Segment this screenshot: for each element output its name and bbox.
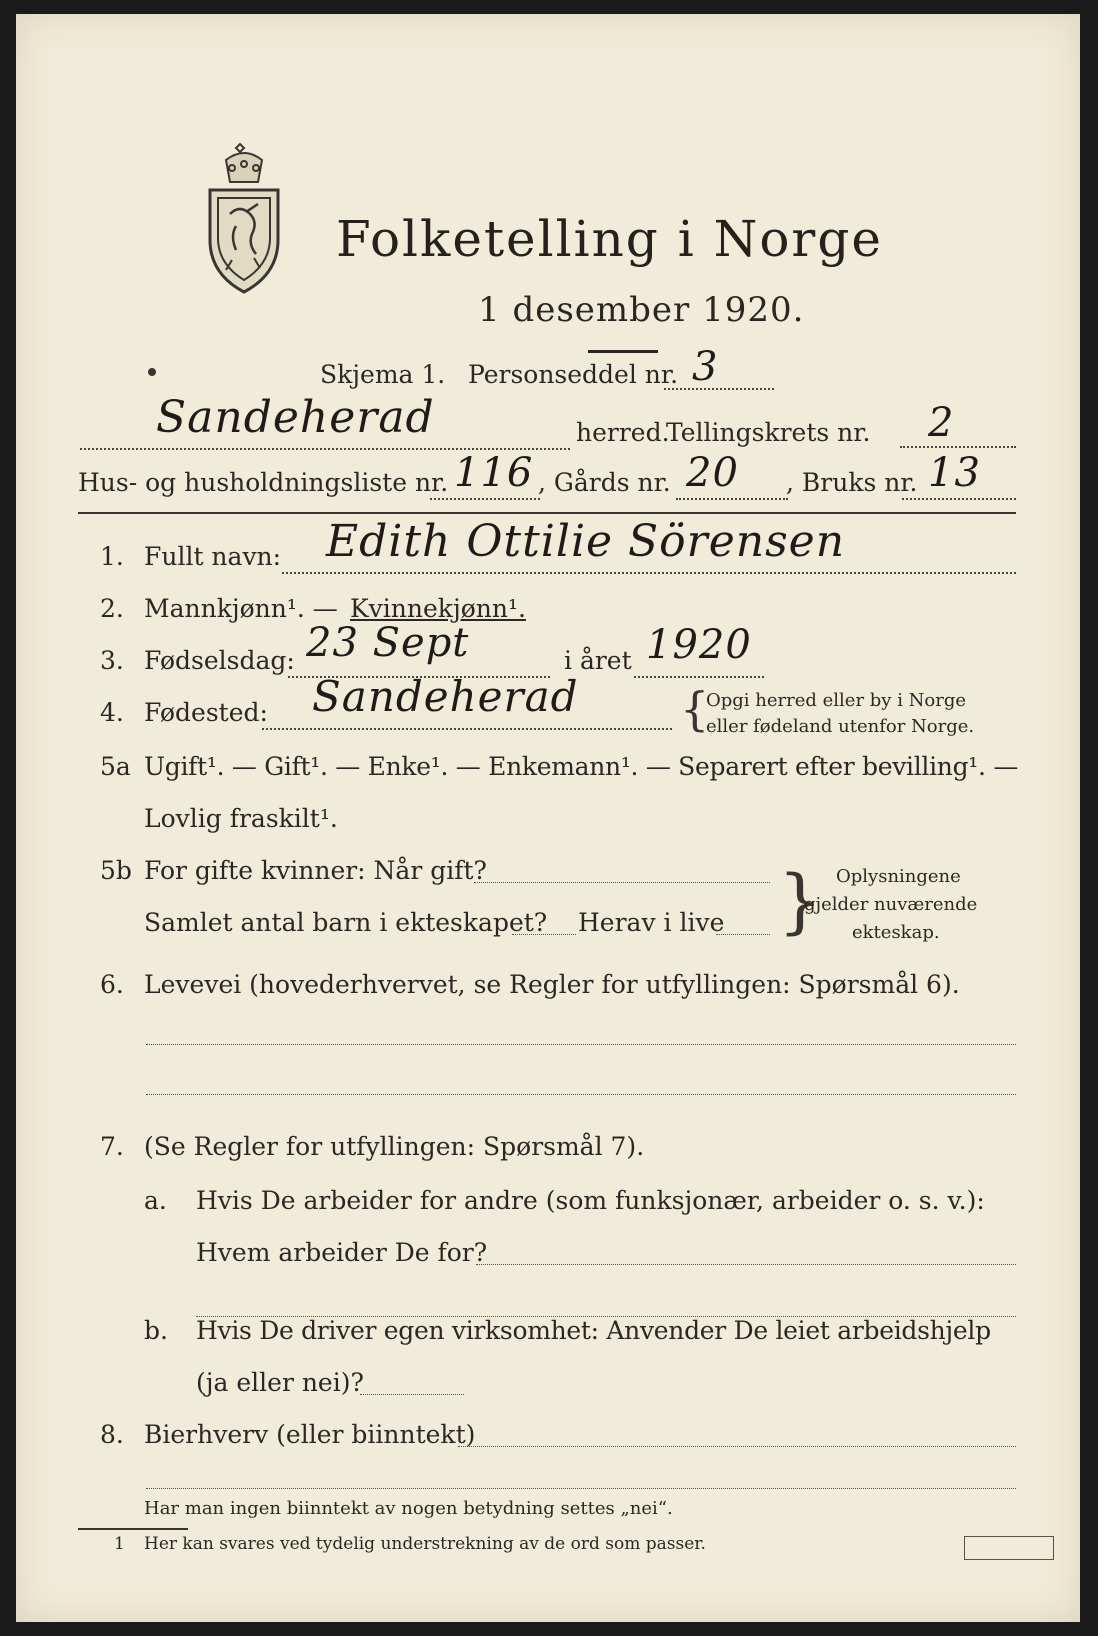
- q7b-text-line1: Hvis De driver egen virksomhet: Anvender De leiet arbeidshjelp: [196, 1316, 991, 1345]
- q5a-number: 5a: [100, 752, 131, 781]
- q7-text: (Se Regler for utfyllingen: Spørsmål 7).: [144, 1132, 645, 1161]
- personseddel-label: Personseddel nr.: [468, 360, 679, 389]
- q8-line-2: [146, 1488, 1016, 1489]
- bruks-line: [902, 498, 1016, 500]
- birth-year-value: 1920: [646, 622, 752, 668]
- q5b-number: 5b: [100, 856, 132, 885]
- q4-brace: {: [680, 682, 710, 736]
- herred-value: Sandeherad: [156, 392, 435, 443]
- full-name-value: Edith Ottilie Sörensen: [326, 516, 846, 567]
- q1-label: Fullt navn:: [144, 542, 282, 571]
- q7a-text-line1: Hvis De arbeider for andre (som funksjonær, arbeider o. s. v.):: [196, 1186, 985, 1215]
- ink-dot: [148, 368, 156, 376]
- q5b-children-total: Samlet antal barn i ekteskapet?: [144, 908, 548, 937]
- q5a-options-line1: Ugift¹. — Gift¹. — Enke¹. — Enkemann¹. — Separert efter bevilling¹. —: [144, 752, 1019, 781]
- form-title: Folketelling i Norge: [336, 210, 883, 268]
- q8-note: Har man ingen biinntekt av nogen betydning settes „nei“.: [144, 1498, 673, 1519]
- personseddel-value: 3: [692, 344, 719, 390]
- q1-number: 1.: [100, 542, 124, 571]
- q7b-text-line2: (ja eller nei)?: [196, 1368, 364, 1397]
- personseddel-line: [664, 388, 774, 390]
- q6-line-1: [146, 1044, 1016, 1045]
- q8-number: 8.: [100, 1420, 124, 1449]
- q3-label: Fødselsdag:: [144, 646, 295, 675]
- q3-year-line: [634, 676, 764, 678]
- q2-number: 2.: [100, 594, 124, 623]
- q7a-text-line2: Hvem arbeider De for?: [196, 1238, 488, 1267]
- husliste-value: 116: [454, 450, 534, 496]
- q5b-alive-line: [716, 934, 770, 935]
- husliste-label: Hus- og husholdningsliste nr.: [78, 468, 449, 497]
- q5b-married-line: [474, 882, 770, 883]
- skjema-label: Skjema 1.: [320, 360, 446, 389]
- q8-text: Bierhverv (eller biinntekt): [144, 1420, 476, 1449]
- census-form-page: [16, 14, 1080, 1622]
- q5b-children-alive: Herav i live: [578, 908, 725, 937]
- q5a-options-line2: Lovlig fraskilt¹.: [144, 804, 338, 833]
- tellingskrets-label: Tellingskrets nr.: [666, 418, 871, 447]
- bruks-label: , Bruks nr.: [786, 468, 918, 497]
- bruks-value: 13: [928, 450, 981, 496]
- q4-line: [262, 728, 672, 730]
- q3-year-label: i året: [564, 646, 632, 675]
- q6-text: Levevei (hovederhvervet, se Regler for utfyllingen: Spørsmål 6).: [144, 970, 960, 999]
- q5b-note-line1: Oplysningene: [836, 866, 961, 887]
- tellingskrets-value: 2: [928, 400, 955, 446]
- q4-number: 4.: [100, 698, 124, 727]
- gards-value: 20: [686, 450, 739, 496]
- q6-number: 6.: [100, 970, 124, 999]
- q5b-married-when: For gifte kvinner: Når gift?: [144, 856, 487, 885]
- herred-label: herred.: [576, 418, 670, 447]
- title-divider: [588, 350, 658, 353]
- q2-female-option: Kvinnekjønn¹.: [350, 594, 526, 623]
- q7b-number: b.: [144, 1316, 168, 1345]
- footnote-divider: [78, 1528, 188, 1530]
- q7a-number: a.: [144, 1186, 167, 1215]
- q4-note-line1: Opgi herred eller by i Norge: [706, 690, 967, 711]
- q5b-brace: }: [778, 860, 823, 942]
- q8-line-1: [458, 1446, 1016, 1447]
- q4-note-line2: eller fødeland utenfor Norge.: [706, 716, 975, 737]
- q7a-line-1: [476, 1264, 1016, 1265]
- husliste-line: [430, 498, 540, 500]
- birthday-value: 23 Sept: [306, 620, 470, 666]
- q1-line: [282, 572, 1016, 574]
- q5b-children-line: [512, 934, 576, 935]
- birthplace-value: Sandeherad: [312, 672, 579, 721]
- tellingskrets-line: [900, 446, 1016, 448]
- q5b-note-line2: gjelder nuværende: [804, 894, 978, 915]
- form-date: 1 desember 1920.: [478, 290, 805, 330]
- q3-number: 3.: [100, 646, 124, 675]
- gards-line: [676, 498, 788, 500]
- q7-number: 7.: [100, 1132, 124, 1161]
- footnote-text: Her kan svares ved tydelig understrekning av de ord som passer.: [144, 1534, 706, 1554]
- q6-line-2: [146, 1094, 1016, 1095]
- q7b-line: [360, 1394, 464, 1395]
- footnote-number: 1: [114, 1534, 125, 1554]
- norwegian-coat-of-arms-icon: [196, 142, 292, 298]
- q5b-note-line3: ekteskap.: [852, 922, 940, 943]
- header-divider: [78, 512, 1016, 514]
- printer-stamp: [964, 1536, 1054, 1560]
- gards-label: , Gårds nr.: [538, 468, 671, 497]
- q4-label: Fødested:: [144, 698, 268, 727]
- q2-male-option: Mannkjønn¹. —: [144, 594, 338, 623]
